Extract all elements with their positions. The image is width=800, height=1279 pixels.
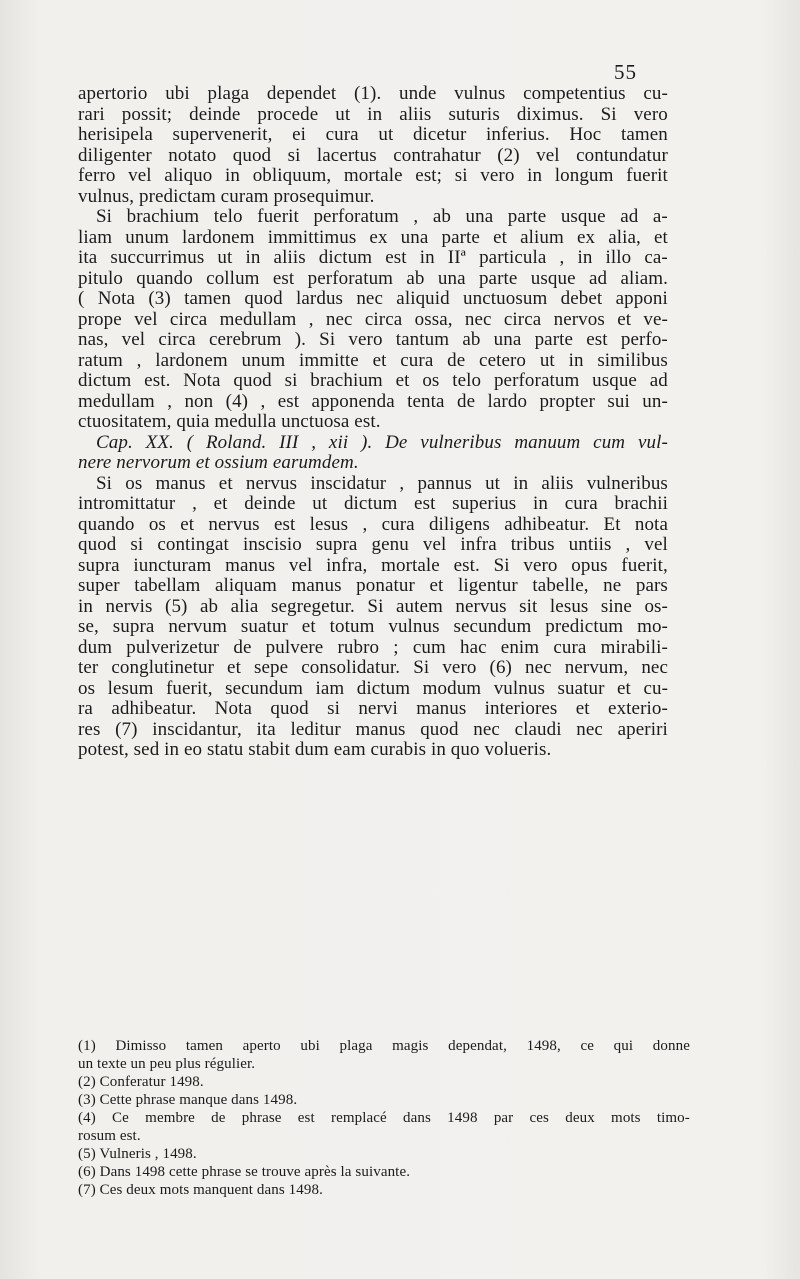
body-line-text: herisipela supervenerit, ei cura ut dicetur inferius. Hoc tamen xyxy=(78,124,668,145)
footnote-line-text: un texte un peu plus régulier. xyxy=(78,1056,256,1072)
footnote-line-text: (2) Conferatur 1498. xyxy=(78,1074,204,1090)
body-line xyxy=(78,105,668,126)
chapter-heading xyxy=(78,433,668,474)
footnote-line-text: (7) Ces deux mots manquent dans 1498. xyxy=(78,1182,323,1198)
body-line xyxy=(78,146,668,167)
chapter-line xyxy=(78,720,668,741)
body-line xyxy=(78,84,668,105)
footnote-line-text: (1) Dimisso tamen aperto ubi plaga magis dependat, 1498, ce qui donne xyxy=(78,1038,690,1054)
chapter-line-text: ter conglutinetur et sepe consolidatur. Si vero (6) nec nervum, nec xyxy=(78,657,668,678)
body-line-text: prope vel circa medullam , nec circa ossa, nec circa nervos et ve- xyxy=(78,308,668,330)
body-line-text: vulnus, predictam curam prosequimur. xyxy=(78,185,375,207)
footnote-line xyxy=(78,1109,690,1127)
chapter-line xyxy=(78,740,668,761)
chapter-line-text: supra iuncturam manus vel infra, mortale est. Si vero opus fuerit, xyxy=(78,554,668,576)
chapter-line-text: in nervis (5) ab alia segregetur. Si autem nervus sit lesus sine os- xyxy=(78,595,668,617)
heading-line xyxy=(78,453,668,474)
chapter-line-text: se, supra nervum suatur et totum vulnus secundum predictum mo- xyxy=(78,616,668,637)
body-line xyxy=(78,330,668,351)
chapter-line-text: potest, sed in eo statu stabit dum eam curabis in quo volueris. xyxy=(78,739,552,760)
body-line xyxy=(78,166,668,187)
body-line xyxy=(78,412,668,433)
body-line xyxy=(78,289,668,310)
chapter-line xyxy=(78,597,668,618)
body-line xyxy=(78,310,668,331)
paragraph-block xyxy=(78,84,668,433)
footnote-line xyxy=(78,1145,690,1163)
body-line-text: ctuositatem, quia medulla unctuosa est. xyxy=(78,411,381,432)
body-line xyxy=(78,392,668,413)
body-line-text: ratum , lardonem unum immitte et cura de cetero ut in similibus xyxy=(78,349,668,371)
main-text xyxy=(78,84,668,761)
body-line-text: pitulo quando collum est perforatum ab una parte usque ad aliam. xyxy=(78,267,668,289)
body-line-text: apertorio ubi plaga dependet (1). unde vulnus competentius cu- xyxy=(78,83,668,104)
heading-line-text: Cap. XX. ( Roland. III , xii ). De vulneribus manuum cum vul- xyxy=(96,431,668,453)
body-line-text: ( Nota (3) tamen quod lardus nec aliquid unctuosum debet apponi xyxy=(78,288,668,309)
footnote-line xyxy=(78,1037,690,1055)
body-line xyxy=(78,371,668,392)
body-line-text: ferro vel aliquo in obliquum, mortale est; si vero in longum fuerit xyxy=(78,165,668,186)
footnote-line xyxy=(78,1181,690,1199)
heading-line-text: nere nervorum et ossium earumdem. xyxy=(78,452,359,473)
chapter-line xyxy=(78,658,668,679)
body-line xyxy=(78,207,668,228)
body-line xyxy=(78,125,668,146)
body-line-text: liam unum lardonem immittimus ex una parte et alium ex alia, et xyxy=(78,226,668,248)
chapter-line xyxy=(78,576,668,597)
chapter-line xyxy=(78,474,668,495)
body-line xyxy=(78,187,668,208)
heading-line xyxy=(78,433,668,454)
page-number: 55 xyxy=(614,60,637,84)
body-line-text: nas, vel circa cerebrum ). Si vero tantum ab una parte est perfo- xyxy=(78,329,668,350)
chapter-line-text: quando os et nervus est lesus , cura diligens adhibeatur. Et nota xyxy=(78,513,668,535)
footnote-line xyxy=(78,1073,690,1091)
body-line-text: Si brachium telo fuerit perforatum , ab una parte usque ad a- xyxy=(96,206,668,227)
footnote-line xyxy=(78,1163,690,1181)
chapter-line xyxy=(78,556,668,577)
footnote-line-text: (3) Cette phrase manque dans 1498. xyxy=(78,1092,298,1108)
chapter-line xyxy=(78,515,668,536)
chapter-line xyxy=(78,494,668,515)
chapter-line xyxy=(78,679,668,700)
chapter-line-text: os lesum fuerit, secundum iam dictum modum vulnus suatur et cu- xyxy=(78,677,668,699)
footnote-line xyxy=(78,1091,690,1109)
body-line-text: ita succurrimus ut in aliis dictum est in IIª particula , in illo ca- xyxy=(78,247,668,268)
footnote-line-text: (6) Dans 1498 cette phrase se trouve après la suivante. xyxy=(78,1164,411,1180)
body-line xyxy=(78,228,668,249)
chapter-text xyxy=(78,474,668,761)
chapter-line-text: res (7) inscidantur, ita leditur manus quod nec claudi nec aperiri xyxy=(78,718,668,740)
body-line-text: diligenter notato quod si lacertus contrahatur (2) vel contundatur xyxy=(78,144,668,166)
body-line xyxy=(78,248,668,269)
footnotes xyxy=(78,1037,690,1199)
body-line xyxy=(78,269,668,290)
footnote-line xyxy=(78,1055,690,1073)
footnote-line-text: (5) Vulneris , 1498. xyxy=(78,1146,197,1162)
body-line-text: rari possit; deinde procede ut in aliis suturis diximus. Si vero xyxy=(78,103,668,125)
chapter-line-text: super tabellam aliquam manus ponatur et ligentur tabelle, ne pars xyxy=(78,575,668,596)
chapter-line xyxy=(78,699,668,720)
footnote-line xyxy=(78,1127,690,1145)
chapter-line-text: dum pulverizetur de pulvere rubro ; cum hac enim cura mirabili- xyxy=(78,636,668,658)
chapter-line xyxy=(78,638,668,659)
footnote-line-text: rosum est. xyxy=(78,1128,141,1144)
chapter-line xyxy=(78,535,668,556)
body-line-text: dictum est. Nota quod si brachium et os telo perforatum usque ad xyxy=(78,370,668,391)
chapter-line xyxy=(78,617,668,638)
chapter-line-text: quod si contingat inscisio supra genu vel infra tribus untiis , vel xyxy=(78,534,668,555)
chapter-line-text: intromittatur , et deinde ut dictum est superius in cura brachii xyxy=(78,493,668,514)
chapter-line-text: Si os manus et nervus inscidatur , pannus ut in aliis vulneribus xyxy=(96,472,668,494)
body-line-text: medullam , non (4) , est apponenda tenta de lardo propter sui un- xyxy=(78,390,668,412)
body-line xyxy=(78,351,668,372)
chapter-line-text: ra adhibeatur. Nota quod si nervi manus interiores et exterio- xyxy=(78,698,668,719)
footnote-line-text: (4) Ce membre de phrase est remplacé dans 1498 par ces deux mots timo- xyxy=(78,1110,690,1126)
